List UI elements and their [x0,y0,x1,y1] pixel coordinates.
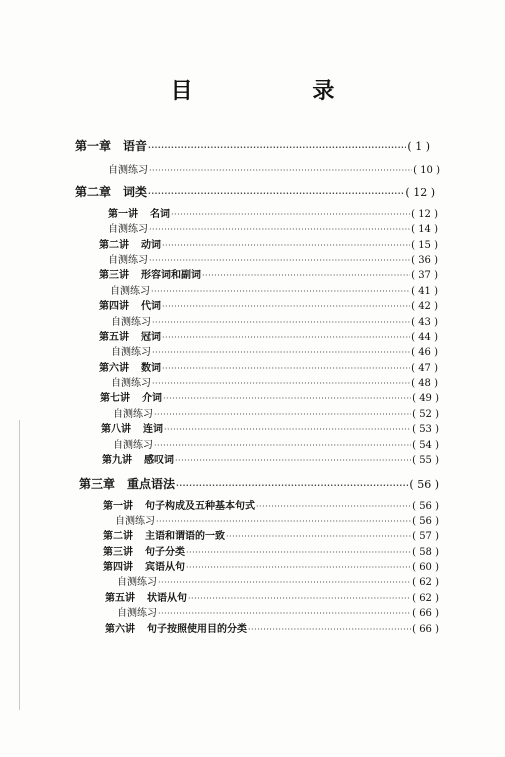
entry-label: 自测练习 [113,409,153,420]
entry-label: 第一讲 名词 [108,209,170,220]
page-number: ( 10 ) [413,165,440,176]
toc-entry[interactable] [105,593,439,605]
leader-dots [148,187,404,199]
page-number: ( 53 ) [412,424,439,435]
leader-dots [256,501,411,513]
page-number: ( 15 ) [411,240,438,251]
page-number: ( 12 ) [411,209,438,220]
toc-entry[interactable] [100,393,439,405]
page-number: ( 56 ) [409,478,439,491]
page-number: ( 66 ) [412,608,439,619]
page-number: ( 55 ) [412,455,439,466]
leader-dots [162,332,410,344]
leader-dots [152,317,410,329]
page-number: ( 36 ) [411,255,438,266]
entry-label: 自测练习 [108,224,148,235]
entry-label: 第四讲 代词 [99,301,161,312]
toc-entry[interactable] [99,301,438,313]
page-number: ( 42 ) [411,301,438,312]
entry-label: 自测练习 [117,608,157,619]
leader-dots [154,409,411,421]
entry-label: 第八讲 连词 [101,424,163,435]
toc-chapter-3[interactable] [79,478,439,491]
toc-chapter-1[interactable] [75,140,430,153]
leader-dots [148,141,406,153]
toc-entry[interactable] [102,455,439,467]
entry-label: 自测练习 [110,286,150,297]
page-number: ( 56 ) [412,501,439,512]
page-number: ( 1 ) [407,140,430,153]
leader-dots [226,531,411,543]
leader-dots [158,577,411,589]
leader-dots [158,608,411,620]
page-number: ( 47 ) [411,363,438,374]
toc-entry[interactable] [117,608,439,620]
toc-entry[interactable] [105,624,439,636]
toc-entry[interactable] [103,562,439,574]
leader-dots [162,240,410,252]
entry-label: 自测练习 [117,577,157,588]
toc-entry[interactable] [99,332,438,344]
entry-label: 自测练习 [111,347,151,358]
leader-dots [248,624,411,636]
chapter-label: 第一章 语音 [75,139,148,153]
entry-label: 第五讲 冠词 [99,332,161,343]
leader-dots [149,224,410,236]
page-number: ( 57 ) [412,531,439,542]
page-number: ( 12 ) [405,186,435,199]
toc-entry[interactable] [117,577,439,589]
leader-dots [171,209,410,221]
page-number: ( 58 ) [412,547,439,558]
leader-dots [188,593,411,605]
leader-dots [164,424,411,436]
page-number: ( 41 ) [411,286,438,297]
entry-label: 第五讲 状语从句 [105,593,187,604]
page-number: ( 14 ) [411,224,438,235]
toc-entry[interactable] [103,531,439,543]
leader-dots [186,547,411,559]
entry-label: 第六讲 句子按照使用目的分类 [105,624,247,635]
entry-label: 第一讲 句子构成及五种基本句式 [103,501,255,512]
entry-label: 第七讲 介词 [100,393,162,404]
toc-entry[interactable] [110,286,438,298]
toc-entry[interactable] [111,347,438,359]
page-number: ( 43 ) [411,317,438,328]
entry-label: 第六讲 数词 [99,363,161,374]
page-number: ( 52 ) [412,409,439,420]
leader-dots [152,378,410,390]
page-number: ( 54 ) [412,440,439,451]
page-number: ( 49 ) [412,393,439,404]
leader-dots [154,440,411,452]
toc-entry[interactable] [113,440,439,452]
leader-dots [162,301,410,313]
entry-label: 第二讲 主语和谓语的一致 [103,531,225,542]
leader-dots [151,286,410,298]
leader-dots [162,363,410,375]
leader-dots [202,270,410,282]
toc-entry[interactable] [115,516,439,528]
toc-entry[interactable] [103,501,439,513]
page-number: ( 66 ) [412,624,439,635]
entry-label: 自测练习 [115,516,155,527]
page-number: ( 62 ) [412,593,439,604]
toc-entry[interactable] [108,165,440,177]
entry-label: 第二讲 动词 [99,240,161,251]
page-number: ( 56 ) [412,516,439,527]
entry-label: 第三讲 句子分类 [103,547,185,558]
chapter-label: 第二章 词类 [75,185,148,199]
entry-label: 第九讲 感叹词 [102,455,174,466]
leader-dots [149,165,412,177]
toc-entry[interactable] [103,547,439,559]
page-title: 目 录 [170,78,391,104]
toc-entry[interactable] [99,270,438,282]
leader-dots [152,347,410,359]
toc-entry[interactable] [108,255,438,267]
entry-label: 自测练习 [108,255,148,266]
page-number: ( 48 ) [411,378,438,389]
leader-dots [176,479,408,491]
toc-entry[interactable] [108,209,438,221]
leader-dots [149,255,410,267]
page-number: ( 60 ) [412,562,439,573]
toc-entry[interactable] [113,409,439,421]
entry-label: 自测练习 [111,317,151,328]
page-number: ( 62 ) [412,577,439,588]
page-number: ( 46 ) [411,347,438,358]
leader-dots [156,516,411,528]
toc-chapter-2[interactable] [75,186,435,199]
page-number: ( 44 ) [411,332,438,343]
entry-label: 自测练习 [113,440,153,451]
toc-entry[interactable] [111,317,438,329]
entry-label: 第三讲 形容词和副词 [99,270,201,281]
entry-label: 第四讲 宾语从句 [103,562,185,573]
chapter-label: 第三章 重点语法 [79,477,176,491]
leader-dots [163,393,411,405]
page-number: ( 37 ) [411,270,438,281]
entry-label: 自测练习 [108,165,148,176]
toc-entry[interactable] [101,424,439,436]
leader-dots [186,562,411,574]
toc-entry[interactable] [108,224,438,236]
toc-entry[interactable] [99,363,438,375]
toc-entry[interactable] [111,378,438,390]
leader-dots [175,455,411,467]
entry-label: 自测练习 [111,378,151,389]
toc-entry[interactable] [99,240,438,252]
